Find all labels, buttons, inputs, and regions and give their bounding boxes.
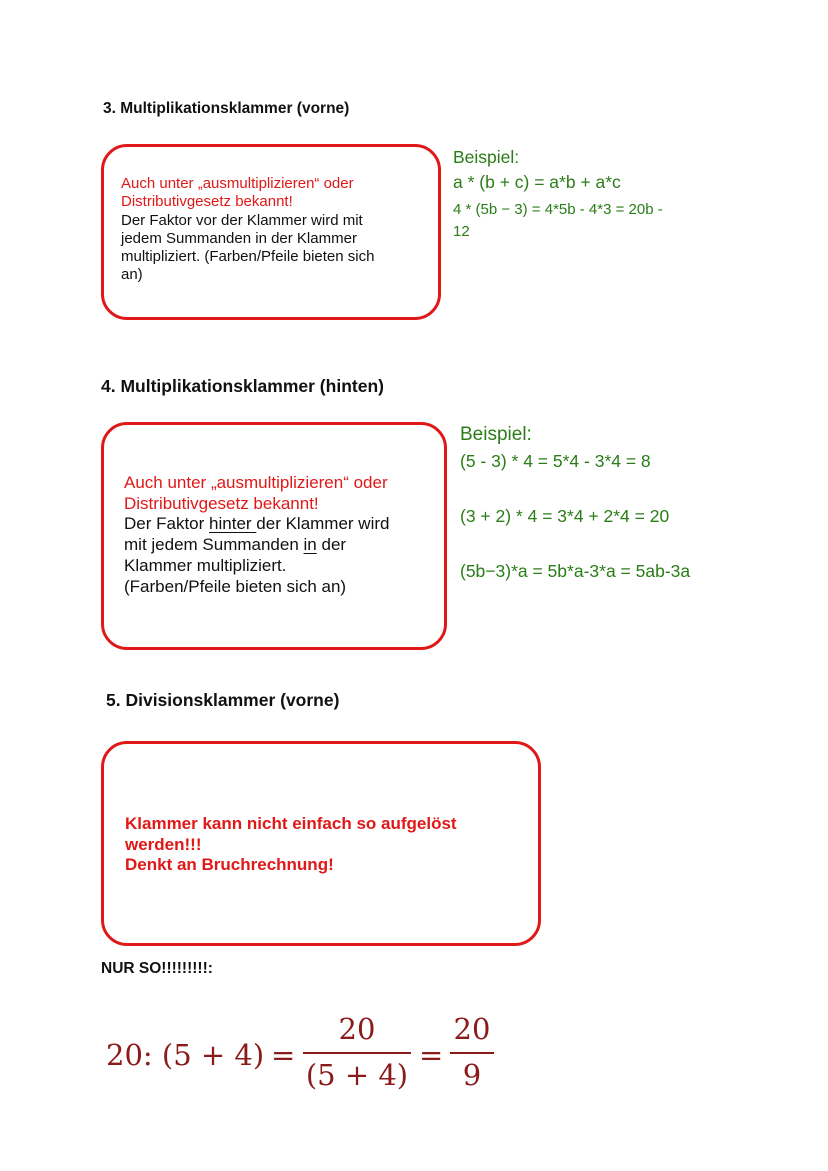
- section-4-line-4-underlined: in: [303, 535, 317, 555]
- section-4-line-3: [124, 514, 389, 535]
- section-3-line-5: multipliziert. (Farben/Pfeile bieten sich: [121, 248, 375, 266]
- section-3-example-title: Beispiel:: [453, 147, 520, 167]
- section-4-line-3-underlined: hinter: [209, 514, 257, 534]
- formula-fraction-1: [303, 1012, 411, 1092]
- section-3-example-line-1: a * (b + c) = a*b + a*c: [453, 172, 621, 192]
- fraction-1-denominator: (5 + 4): [305, 1058, 409, 1092]
- section-3-line-6: an): [121, 266, 143, 284]
- section-4-red-line-2: Distributivgesetz bekannt!: [124, 493, 319, 513]
- fraction-1-bar: [303, 1052, 411, 1054]
- section-3-example-line-2: 4 * (5b − 3) = 4*5b - 4*3 = 20b -: [453, 201, 663, 218]
- section-4-line-5: Klammer multipliziert.: [124, 555, 287, 575]
- section-4-red-line-1: Auch unter „ausmultiplizieren“ oder: [124, 473, 388, 492]
- section-3-red-line-2: Distributivgesetz bekannt!: [121, 193, 293, 211]
- fraction-1-numerator: 20: [338, 1012, 376, 1046]
- section-3-info-box: [101, 144, 441, 320]
- section-3-red-line-1: Auch unter „ausmultiplizieren“ oder: [121, 175, 354, 192]
- nur-so-label: NUR SO!!!!!!!!!:: [101, 960, 213, 977]
- section-4-example-line-2: (3 + 2) * 4 = 3*4 + 2*4 = 20: [460, 506, 670, 526]
- section-4-line-3-pre: Der Faktor: [124, 514, 210, 534]
- section-4-example-line-1: (5 - 3) * 4 = 5*4 - 3*4 = 8: [460, 451, 651, 471]
- section-3-line-4: jedem Summanden in der Klammer: [121, 229, 357, 247]
- section-4-heading: 4. Multiplikationsklammer (hinten): [101, 376, 384, 396]
- section-4-example-line-3: (5b−3)*a = 5b*a-3*a = 5ab-3a: [460, 561, 691, 581]
- section-4-line-6: (Farben/Pfeile bieten sich an): [124, 576, 347, 596]
- section-3-heading: 3. Multiplikationsklammer (vorne): [103, 100, 350, 117]
- section-5-warning-line-2: werden!!!: [125, 834, 202, 854]
- formula-fraction-2: [450, 1012, 494, 1092]
- formula-lhs: 20: (5 + 4): [106, 1038, 265, 1072]
- fraction-2-numerator: 20: [453, 1012, 491, 1046]
- section-3-line-3: Der Faktor vor der Klammer wird mit: [121, 211, 363, 229]
- formula-equals-1: =: [271, 1038, 296, 1072]
- section-5-warning-line-1: Klammer kann nicht einfach so aufgelöst: [125, 814, 457, 833]
- section-4-example-title: Beispiel:: [460, 424, 532, 445]
- fraction-2-denominator: 9: [462, 1058, 482, 1092]
- section-4-line-4-post: der: [316, 535, 347, 555]
- section-5-heading: 5. Divisionsklammer (vorne): [106, 690, 340, 710]
- section-3-example-line-3: 12: [453, 223, 470, 240]
- section-4-info-box: [101, 422, 447, 650]
- section-5-warning-line-3: Denkt an Bruchrechnung!: [125, 855, 334, 875]
- section-4-line-3-post: der Klammer wird: [256, 514, 390, 534]
- section-4-line-4: [124, 535, 389, 556]
- section-4-line-4-pre: mit jedem Summanden: [124, 535, 304, 555]
- formula-equals-2: =: [419, 1038, 444, 1072]
- fraction-2-bar: [450, 1052, 494, 1054]
- section-5-warning-box: [101, 741, 541, 946]
